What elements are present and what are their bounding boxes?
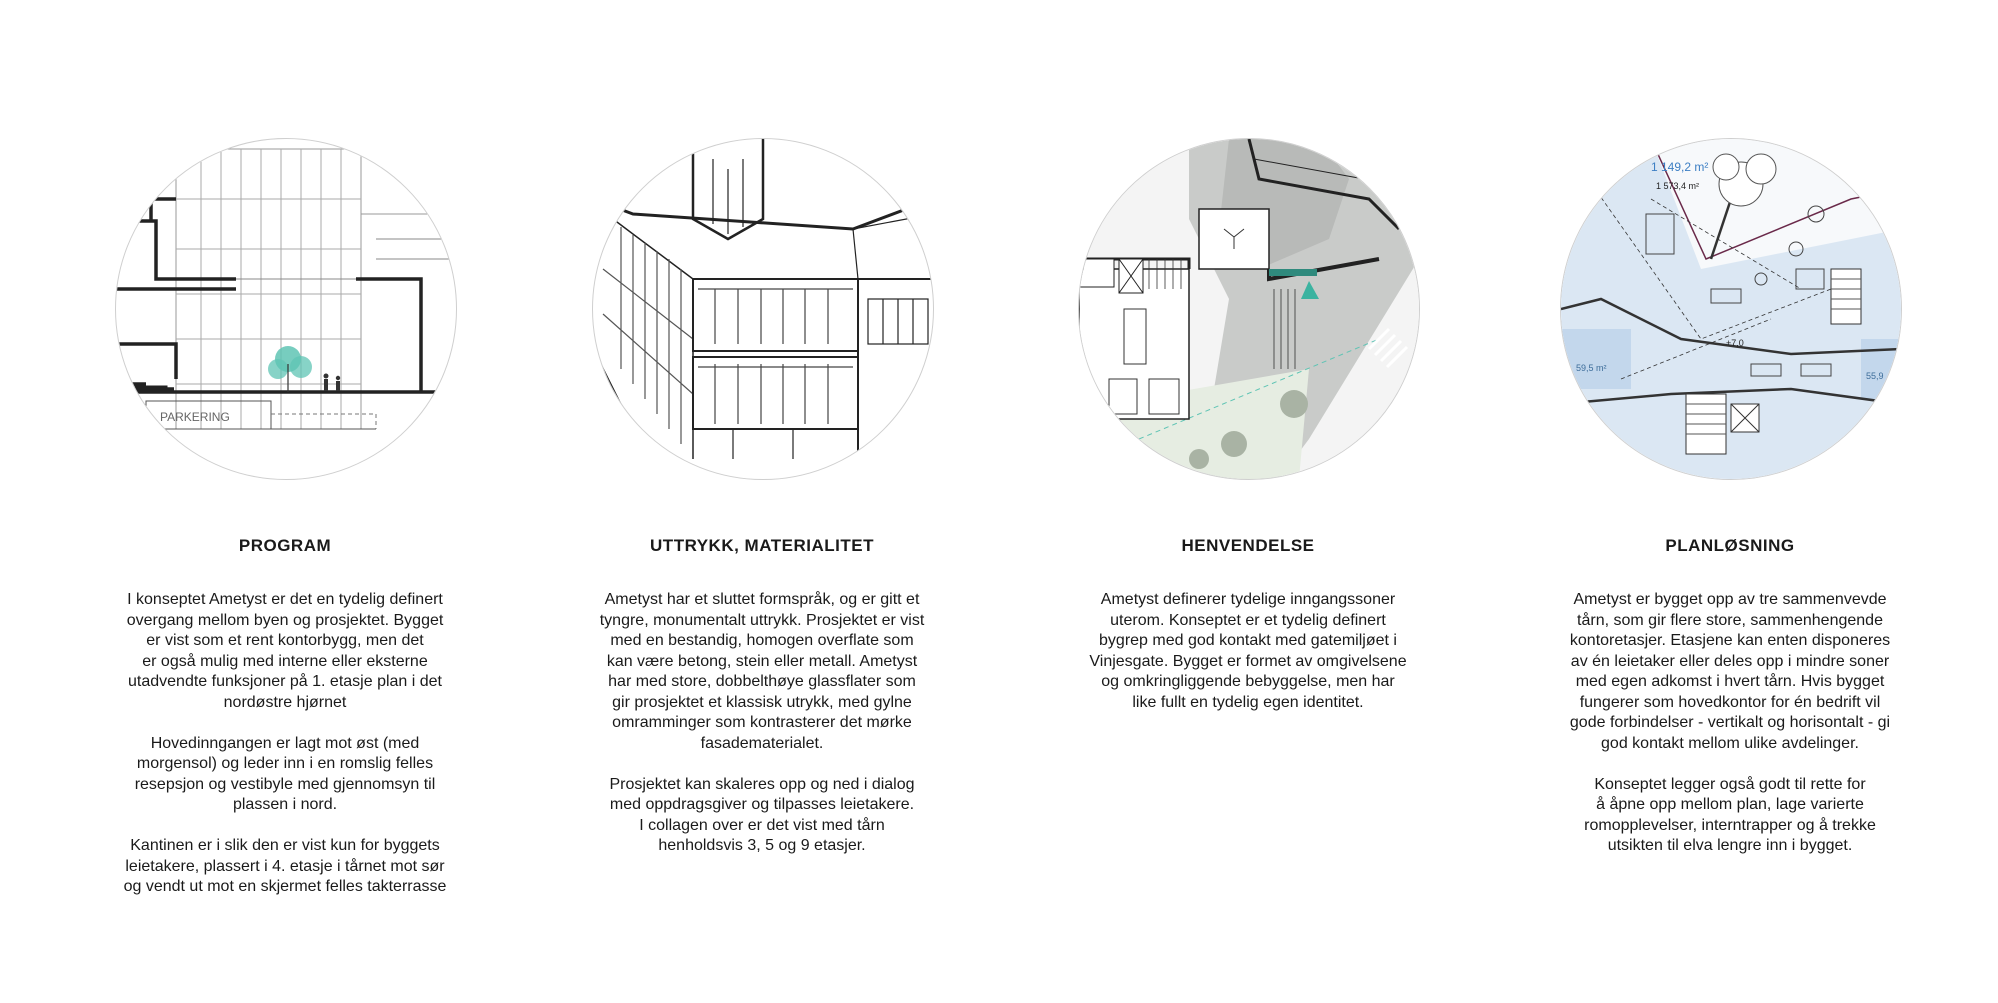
section-body	[95, 590, 475, 918]
column-expression	[572, 0, 952, 1003]
paragraph: Ametyst er bygget opp av tre sammenvevde tårn, som gir flere store, sammenhengende kontoretasjer. Etasjene kan enten disponeres av én leietaker eller deles opp i mindre soner med egen adkomst i hvert tårn. Hvis bygget fungerer som hovedkontor for én bedrift vil gode forbindelser - vertikalt og horisontalt - gi god kontakt mellom ulike avdelinger.	[1569, 591, 1891, 752]
plan-label: +7,0	[1726, 338, 1744, 348]
paragraph: Ametyst har et sluttet formspråk, og er gitt et tyngre, monumentalt uttrykk. Prosjektet er vist med en bestandig, homogen overflate som kan være betong, stein eller metall. Ametyst har med store, dobbelthøye glassflater som gir prosjektet et klassisk utrykk, med gylne omramminger som kontrasterer det mørke fasadematerialet.	[599, 591, 925, 752]
section-title: PLANLØSNING	[1665, 536, 1795, 555]
column-program	[95, 0, 475, 1003]
section-body	[1540, 590, 1920, 877]
section-title: PROGRAM	[238, 536, 332, 555]
section-drawing	[116, 139, 456, 479]
paragraph: Hovedinngangen er lagt mot øst (med morgensol) og leder inn i en romslig felles resepsjon og vestibyle med gjennomsyn til plassen i nord.	[134, 734, 436, 813]
parking-label: PARKERING	[160, 410, 230, 424]
axonometric-illustration	[592, 138, 934, 480]
site-plan-illustration	[1078, 138, 1420, 480]
plan-label: 55,9	[1866, 371, 1884, 381]
paragraph: I konseptet Ametyst er det en tydelig definert overgang mellom byen og prosjektet. Bygget er vist som et rent kontorbygg, men det er også mulig med interne eller eksterne utadvendte funksjoner på 1. etasje plan i det nordøstre hjørnet	[126, 591, 444, 711]
plan-label: 1 573,4 m²	[1656, 181, 1700, 191]
section-title: UTTRYKK, MATERIALITET	[650, 536, 874, 555]
section-body	[1058, 590, 1438, 734]
site-plan-drawing	[1079, 139, 1419, 479]
column-approach	[1058, 0, 1438, 1003]
column-floorplan	[1540, 0, 1920, 1003]
paragraph: Prosjektet kan skaleres opp og ned i dialog med oppdragsgiver og tilpasses leietakere. I collagen over er det vist med tårn henholdsvis 3, 5 og 9 etasjer.	[609, 775, 915, 854]
plan-label: 1 149,2 m²	[1651, 160, 1709, 174]
section-body	[572, 590, 952, 877]
section-illustration	[115, 138, 457, 480]
section-title: HENVENDELSE	[1181, 536, 1315, 555]
paragraph: Konseptet legger også godt til rette for å åpne opp mellom plan, lage varierte romopplevelser, interntrapper og å trekke utsikten til elva lengre inn i bygget.	[1584, 775, 1876, 854]
paragraph: Ametyst definerer tydelige inngangssoner uterom. Konseptet er et tydelig definert bygrep med god kontakt med gatemiljøet i Vinjesgate. Bygget er formet av omgivelsene og omkringliggende bebyggelse, men har like fullt en tydelig egen identitet.	[1089, 591, 1407, 711]
axonometric-drawing	[593, 139, 933, 479]
paragraph: Kantinen er i slik den er vist kun for byggets leietakere, plassert i 4. etasje i tårnet mot sør og vendt ut mot en skjermet felles takterrasse	[123, 837, 447, 895]
floorplan-drawing	[1561, 139, 1901, 479]
plan-label: 59,5 m²	[1576, 363, 1607, 373]
floorplan-illustration	[1560, 138, 1902, 480]
